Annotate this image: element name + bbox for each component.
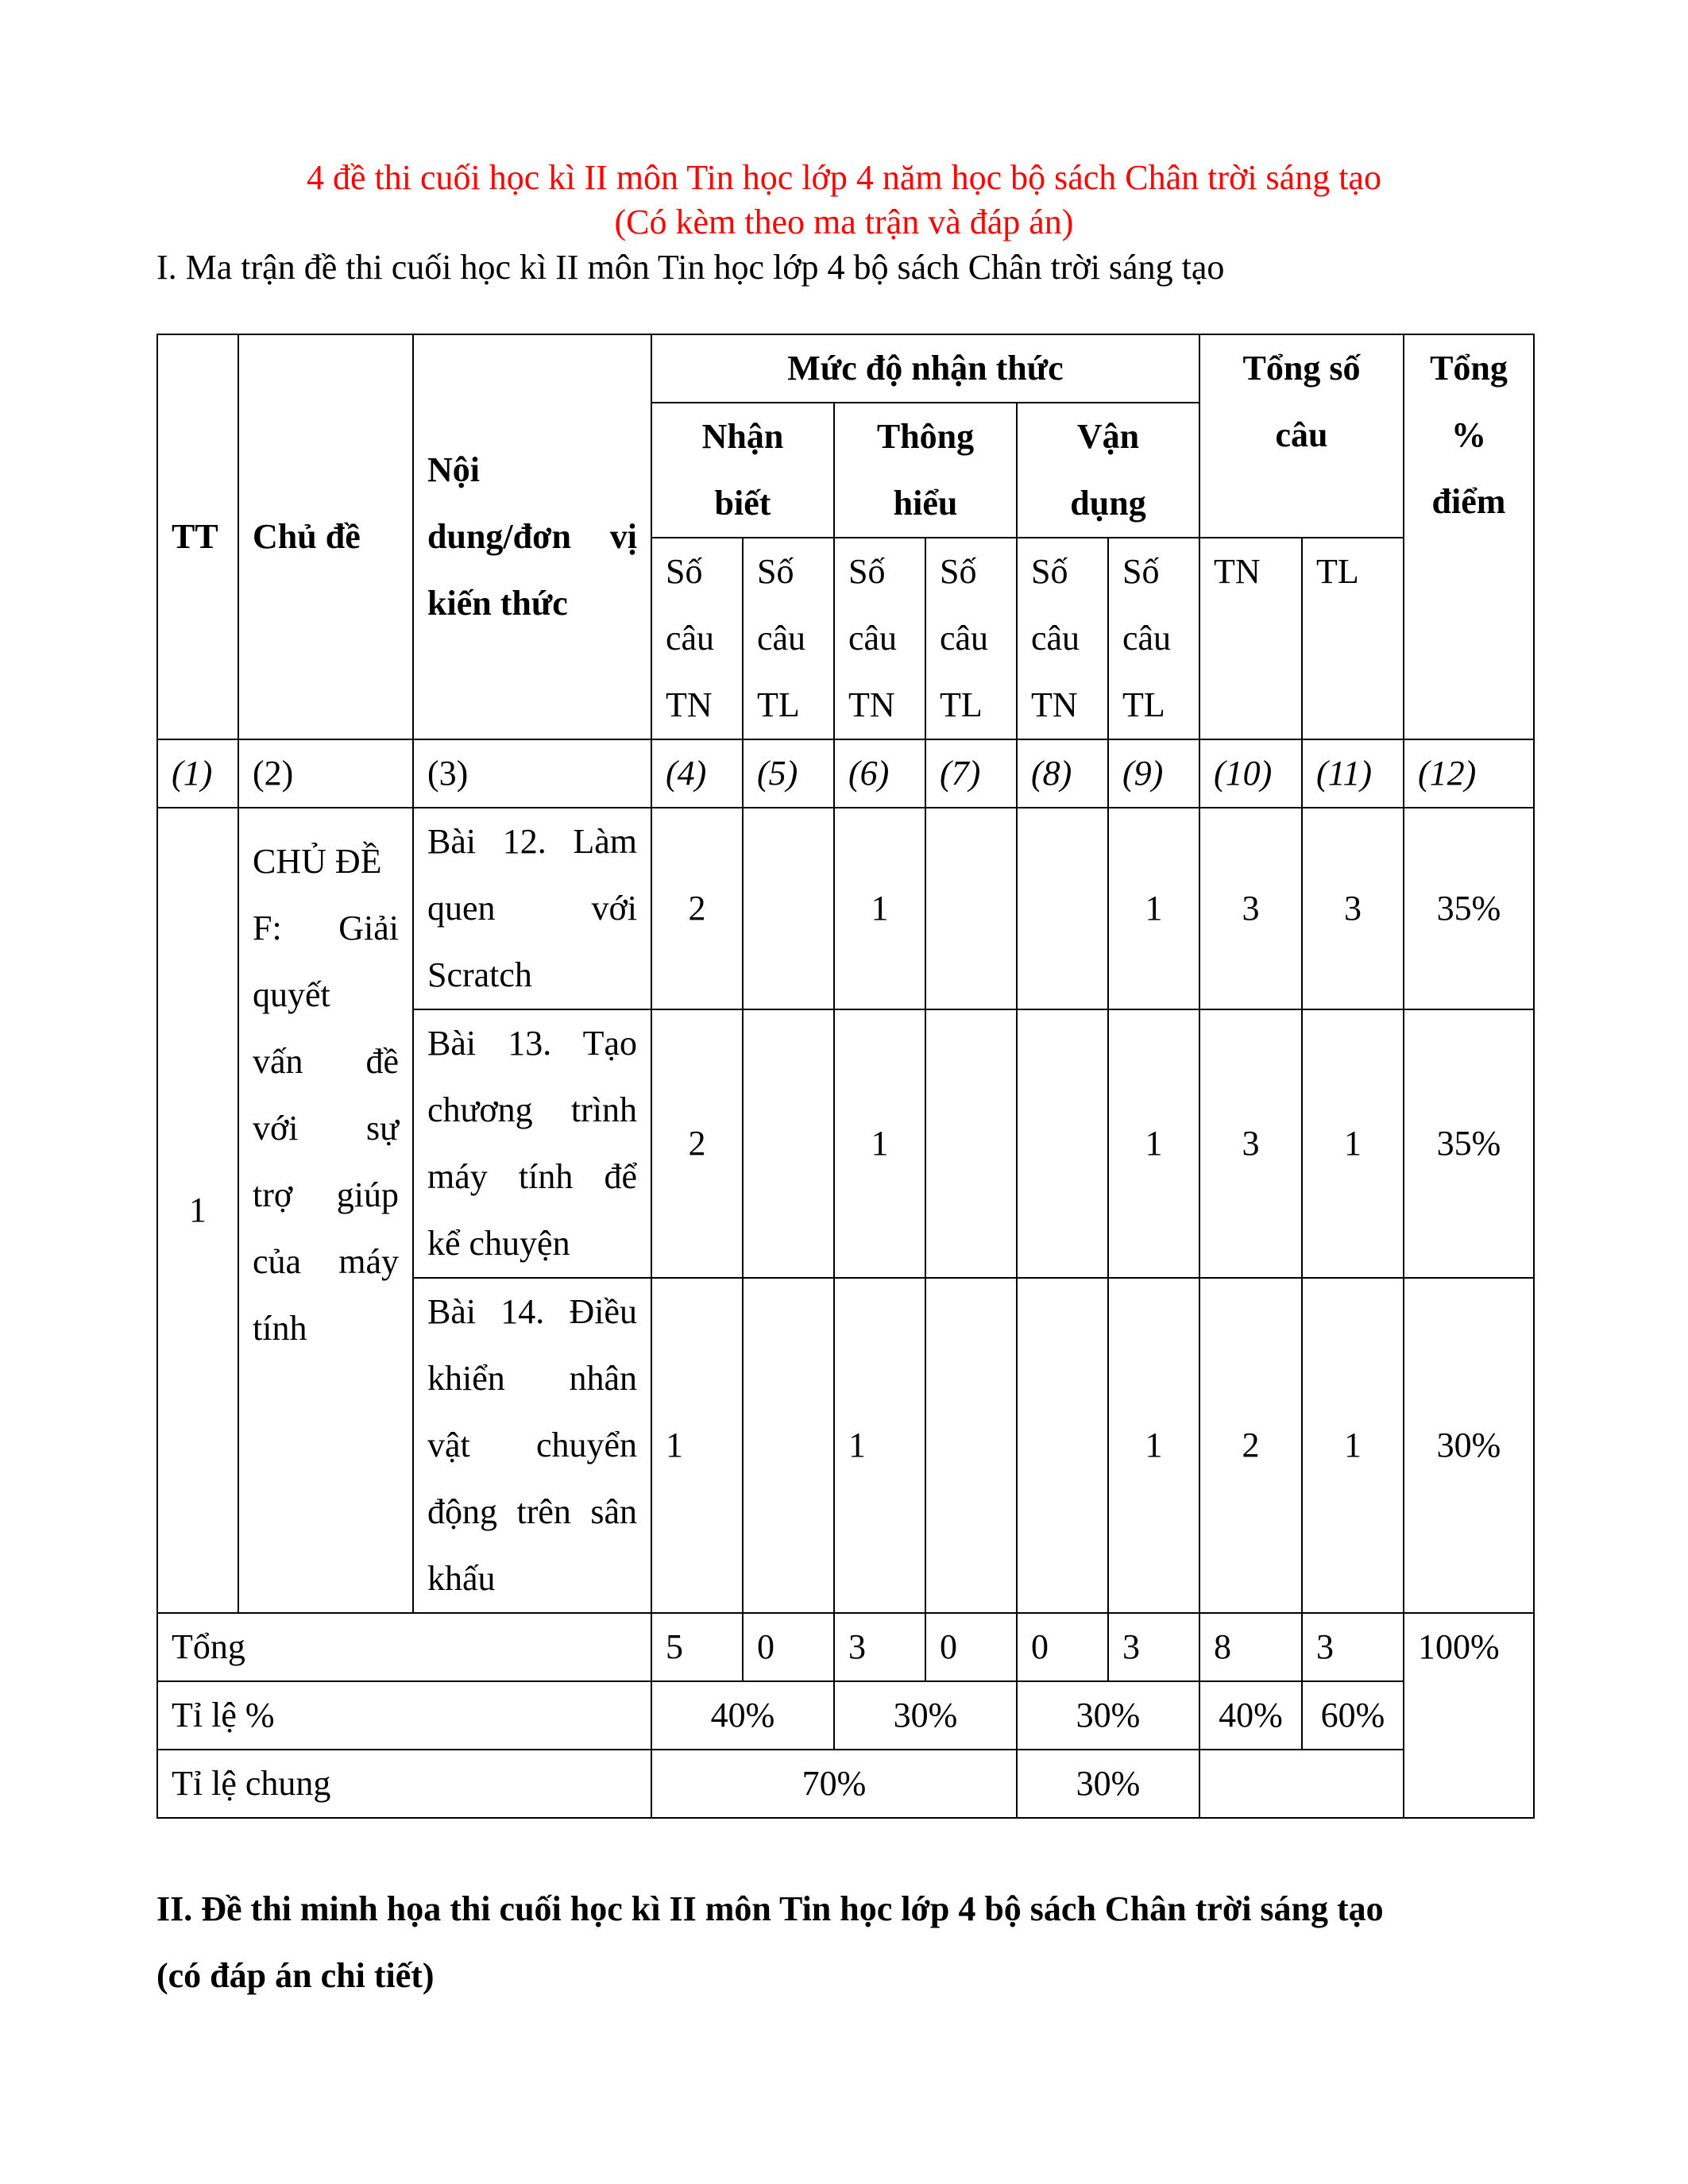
header-vd-tn-l2: câu: [1031, 619, 1080, 658]
ratio-tl: 60%: [1302, 1681, 1404, 1750]
lesson-13-nb-tl: [743, 1009, 834, 1278]
header-tong-tn: TN: [1199, 538, 1302, 739]
index-cell-2: (2): [238, 739, 413, 808]
topic-line-8: tính: [253, 1309, 307, 1348]
topic-line-7: của máy: [253, 1242, 399, 1281]
lesson-12-tong-tl: 3: [1302, 808, 1404, 1009]
lesson-13-th-tl: [925, 1009, 1017, 1278]
lesson-14-line-2: khiển nhân: [427, 1359, 637, 1398]
table-row: [157, 808, 1534, 1009]
header-noi-dung-l1: Nội: [427, 450, 480, 489]
topic-line-1: CHỦ ĐỀ: [253, 842, 382, 881]
index-row: [157, 739, 1534, 808]
total-vd-tl: 3: [1108, 1613, 1199, 1681]
header-th-tl: [925, 538, 1017, 739]
ratio-van-dung: 30%: [1017, 1681, 1199, 1750]
header-tong-so-cau: [1199, 334, 1404, 538]
overall-ratio-label: Tỉ lệ chung: [157, 1750, 651, 1818]
header-nhan-biet: [651, 403, 834, 538]
header-tong-diem: [1404, 334, 1534, 739]
lesson-12-nb-tl: [743, 808, 834, 1009]
header-noi-dung-l2: dung/đơn vị: [427, 517, 637, 556]
index-cell-11: (11): [1302, 739, 1404, 808]
header-nhan-biet-l2: biết: [714, 484, 771, 523]
overall-ratio-b: 30%: [1017, 1750, 1199, 1818]
lesson-14-line-3: vật chuyển: [427, 1426, 637, 1464]
header-vd-tl-l3: TL: [1122, 685, 1165, 724]
lesson-14-vd-tn: [1017, 1278, 1108, 1613]
index-cell-10: (10): [1199, 739, 1302, 808]
topic-line-3: quyết: [253, 975, 330, 1014]
topic-name: [238, 808, 413, 1613]
header-th-tn-l1: Số: [848, 552, 886, 591]
lesson-12-content: [413, 808, 651, 1009]
index-cell-5: (5): [743, 739, 834, 808]
lesson-12-line-3: Scratch: [427, 955, 532, 994]
lesson-12-tong-tn: 3: [1199, 808, 1302, 1009]
lesson-13-tong-tn: 3: [1199, 1009, 1302, 1278]
header-vd-tl-l2: câu: [1122, 619, 1172, 658]
lesson-13-line-2: chương trình: [427, 1090, 637, 1129]
header-th-tl-l2: câu: [940, 619, 989, 658]
header-nb-tn: [651, 538, 743, 739]
lesson-14-content: [413, 1278, 651, 1613]
exam-matrix-table: [156, 334, 1535, 1819]
header-nhan-biet-l1: Nhận: [701, 417, 784, 456]
header-nb-tn-l2: câu: [666, 619, 715, 658]
lesson-13-content: [413, 1009, 651, 1278]
header-nb-tl-l3: TL: [757, 685, 800, 724]
overall-ratio-a: 70%: [651, 1750, 1017, 1818]
lesson-13-th-tn: 1: [834, 1009, 925, 1278]
header-th-tn-l3: TN: [848, 685, 895, 724]
index-cell-9: (9): [1108, 739, 1199, 808]
lesson-12-line-2: quen với: [427, 889, 637, 928]
section-2-line-2: (có đáp án chi tiết): [156, 1956, 435, 1995]
lesson-14-line-4: động trên sân: [427, 1492, 637, 1531]
header-van-dung-l2: dụng: [1070, 484, 1146, 523]
header-th-tn: [834, 538, 925, 739]
header-thong-hieu-l2: hiểu: [893, 484, 958, 523]
header-tong-so-cau-l2: câu: [1275, 415, 1328, 454]
header-nb-tl-l1: Số: [757, 552, 794, 591]
header-th-tl-l3: TL: [940, 685, 983, 724]
lesson-12-line-1: Bài 12. Làm: [427, 822, 637, 861]
ratio-thong-hieu: 30%: [834, 1681, 1017, 1750]
header-noi-dung-l3: kiến thức: [427, 584, 568, 623]
lesson-13-nb-tn: 2: [651, 1009, 743, 1278]
index-cell-7: (7): [925, 739, 1017, 808]
ratio-nhan-biet: 40%: [651, 1681, 834, 1750]
ratio-row: [157, 1681, 1534, 1750]
lesson-13-line-3: máy tính để: [427, 1157, 637, 1196]
index-cell-1: (1): [157, 739, 238, 808]
header-vd-tn-l3: TN: [1031, 685, 1078, 724]
header-tong-diem-l3: điểm: [1431, 482, 1506, 521]
header-muc-do: Mức độ nhận thức: [651, 334, 1199, 403]
header-tt: TT: [157, 334, 238, 739]
lesson-14-nb-tl: [743, 1278, 834, 1613]
lesson-12-vd-tn: [1017, 808, 1108, 1009]
index-cell-4: (4): [651, 739, 743, 808]
topic-tt: 1: [157, 808, 238, 1613]
header-nb-tn-l1: Số: [666, 552, 703, 591]
overall-ratio-row: [157, 1750, 1534, 1818]
header-tong-tl: TL: [1302, 538, 1404, 739]
header-vd-tn-l1: Số: [1031, 552, 1068, 591]
lesson-14-th-tl: [925, 1278, 1017, 1613]
lesson-12-nb-tn: 2: [651, 808, 743, 1009]
total-diem: 100%: [1404, 1613, 1534, 1818]
lesson-14-tong-tn: 2: [1199, 1278, 1302, 1613]
lesson-13-vd-tn: [1017, 1009, 1108, 1278]
lesson-13-vd-tl: 1: [1108, 1009, 1199, 1278]
lesson-14-vd-tl: 1: [1108, 1278, 1199, 1613]
index-cell-3: (3): [413, 739, 651, 808]
total-nb-tn: 5: [651, 1613, 743, 1681]
ratio-tn: 40%: [1199, 1681, 1302, 1750]
header-van-dung-l1: Vận: [1076, 417, 1140, 456]
lesson-13-line-1: Bài 13. Tạo: [427, 1024, 637, 1063]
header-vd-tl-l1: Số: [1122, 552, 1160, 591]
topic-line-6: trợ giúp: [253, 1175, 399, 1214]
header-nb-tn-l3: TN: [666, 685, 713, 724]
header-row-1: [157, 334, 1534, 403]
header-tong-so-cau-l1: Tổng số: [1242, 349, 1361, 388]
header-thong-hieu-l1: Thông: [876, 417, 975, 456]
topic-line-4: vấn đề: [253, 1042, 399, 1081]
header-thong-hieu: [834, 403, 1017, 538]
topic-line-5: với sự: [253, 1109, 399, 1148]
header-tong-diem-l2: %: [1451, 415, 1486, 454]
header-tong-diem-l1: Tổng: [1430, 349, 1508, 388]
lesson-14-th-tn: 1: [834, 1278, 925, 1613]
lesson-13-diem: 35%: [1404, 1009, 1534, 1278]
header-van-dung: [1017, 403, 1199, 538]
header-th-tn-l2: câu: [848, 619, 898, 658]
lesson-12-th-tn: 1: [834, 808, 925, 1009]
header-th-tl-l1: Số: [940, 552, 977, 591]
total-row: [157, 1613, 1534, 1681]
index-cell-6: (6): [834, 739, 925, 808]
index-cell-12: (12): [1404, 739, 1534, 808]
lesson-14-diem: 30%: [1404, 1278, 1534, 1613]
total-tong-tl: 3: [1302, 1613, 1404, 1681]
header-vd-tn: [1017, 538, 1108, 739]
total-th-tn: 3: [834, 1613, 925, 1681]
lesson-14-nb-tn: 1: [651, 1278, 743, 1613]
lesson-12-diem: 35%: [1404, 808, 1534, 1009]
document-title-line2: (Có kèm theo ma trận và đáp án): [614, 203, 1074, 241]
header-noi-dung: [413, 334, 651, 739]
lesson-12-th-tl: [925, 808, 1017, 1009]
lesson-14-tong-tl: 1: [1302, 1278, 1404, 1613]
total-nb-tl: 0: [743, 1613, 834, 1681]
total-vd-tn: 0: [1017, 1613, 1108, 1681]
ratio-label: Tỉ lệ %: [157, 1681, 651, 1750]
lesson-14-line-1: Bài 14. Điều: [427, 1292, 637, 1331]
section-2-heading: [156, 1876, 1539, 2009]
lesson-12-vd-tl: 1: [1108, 808, 1199, 1009]
topic-line-2: F: Giải: [253, 909, 399, 947]
header-chu-de: Chủ đề: [238, 334, 413, 739]
total-label: Tổng: [157, 1613, 651, 1681]
header-vd-tl: [1108, 538, 1199, 739]
lesson-14-line-5: khấu: [427, 1559, 496, 1598]
total-th-tl: 0: [925, 1613, 1017, 1681]
lesson-13-line-4: kể chuyện: [427, 1224, 570, 1263]
overall-ratio-empty: [1199, 1750, 1404, 1818]
section-2-line-1: II. Đề thi minh họa thi cuối học kì II môn Tin học lớp 4 bộ sách Chân trời sáng tạo: [156, 1889, 1384, 1928]
total-tong-tn: 8: [1199, 1613, 1302, 1681]
document-title-line1: 4 đề thi cuối học kì II môn Tin học lớp 4 năm học bộ sách Chân trời sáng tạo: [307, 158, 1381, 197]
header-nb-tl-l2: câu: [757, 619, 806, 658]
lesson-13-tong-tl: 1: [1302, 1009, 1404, 1278]
header-nb-tl: [743, 538, 834, 739]
section-1-heading: I. Ma trận đề thi cuối học kì II môn Tin học lớp 4 bộ sách Chân trời sáng tạo: [156, 248, 1225, 287]
index-cell-8: (8): [1017, 739, 1108, 808]
